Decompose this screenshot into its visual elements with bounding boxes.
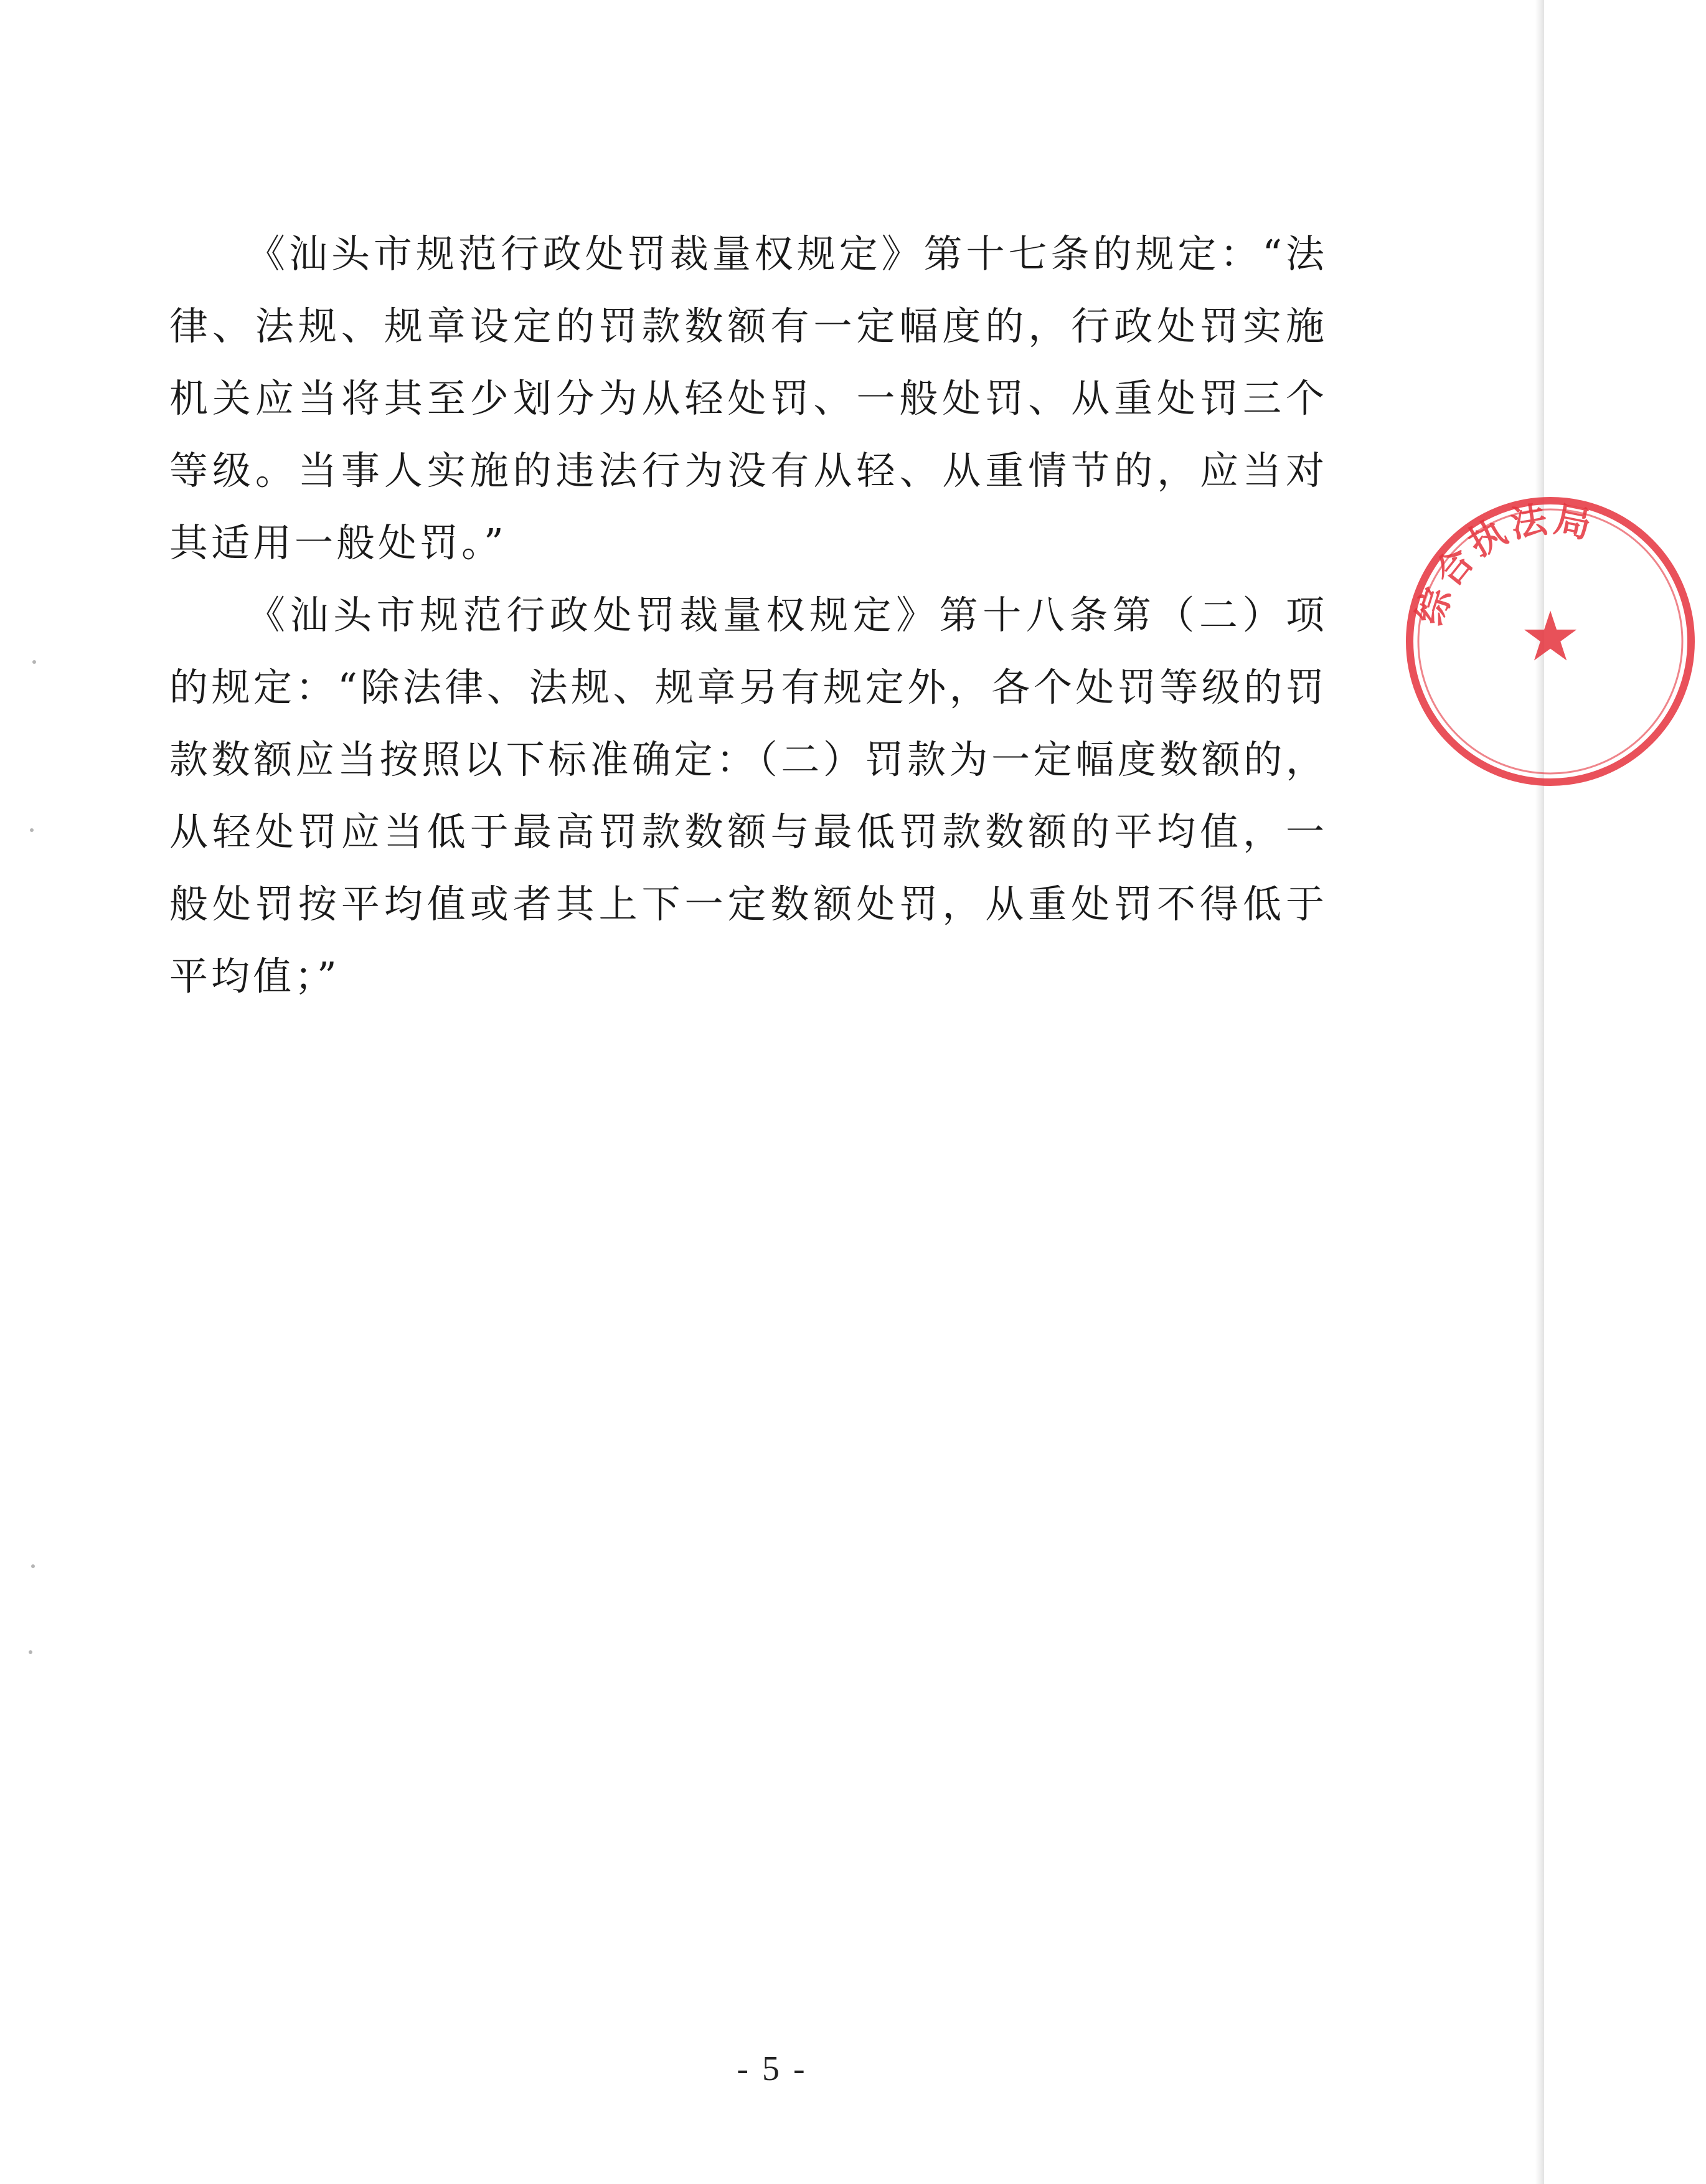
scan-speck bbox=[32, 660, 36, 664]
page-edge-shadow bbox=[1535, 0, 1544, 2184]
scan-speck bbox=[29, 1650, 32, 1654]
official-seal-icon bbox=[1395, 486, 1706, 797]
paragraph-article-17: 《汕头市规范行政处罚裁量权规定》第十七条的规定：“法律、法规、规章设定的罚款数额有一定幅度的，行政处罚实施机关应当将其至少划分为从轻处罚、一般处罚、从重处罚三个等级。当事人实施的违法行为没有从轻、从重情节的，应当对其适用一般处罚。” bbox=[169, 231, 1327, 565]
page-number: - 5 - bbox=[737, 2049, 808, 2088]
paragraph-article-18: 《汕头市规范行政处罚裁量权规定》第十八条第（二）项的规定：“除法律、法规、规章另有规定外，各个处罚等级的罚款数额应当按照以下标准确定：（二）罚款为一定幅度数额的，从轻处罚应当低于最高罚款数额与最低罚款数额的平均值，一般处罚按平均值或者其上下一定数额处罚，从重处罚不得低于平均值；” bbox=[169, 592, 1327, 999]
svg-text:★: ★ bbox=[1519, 597, 1581, 676]
document-body bbox=[169, 218, 1327, 1013]
scan-speck bbox=[30, 828, 34, 832]
scan-speck bbox=[31, 1564, 35, 1568]
seal-text: 综合执法局 bbox=[1408, 497, 1599, 630]
